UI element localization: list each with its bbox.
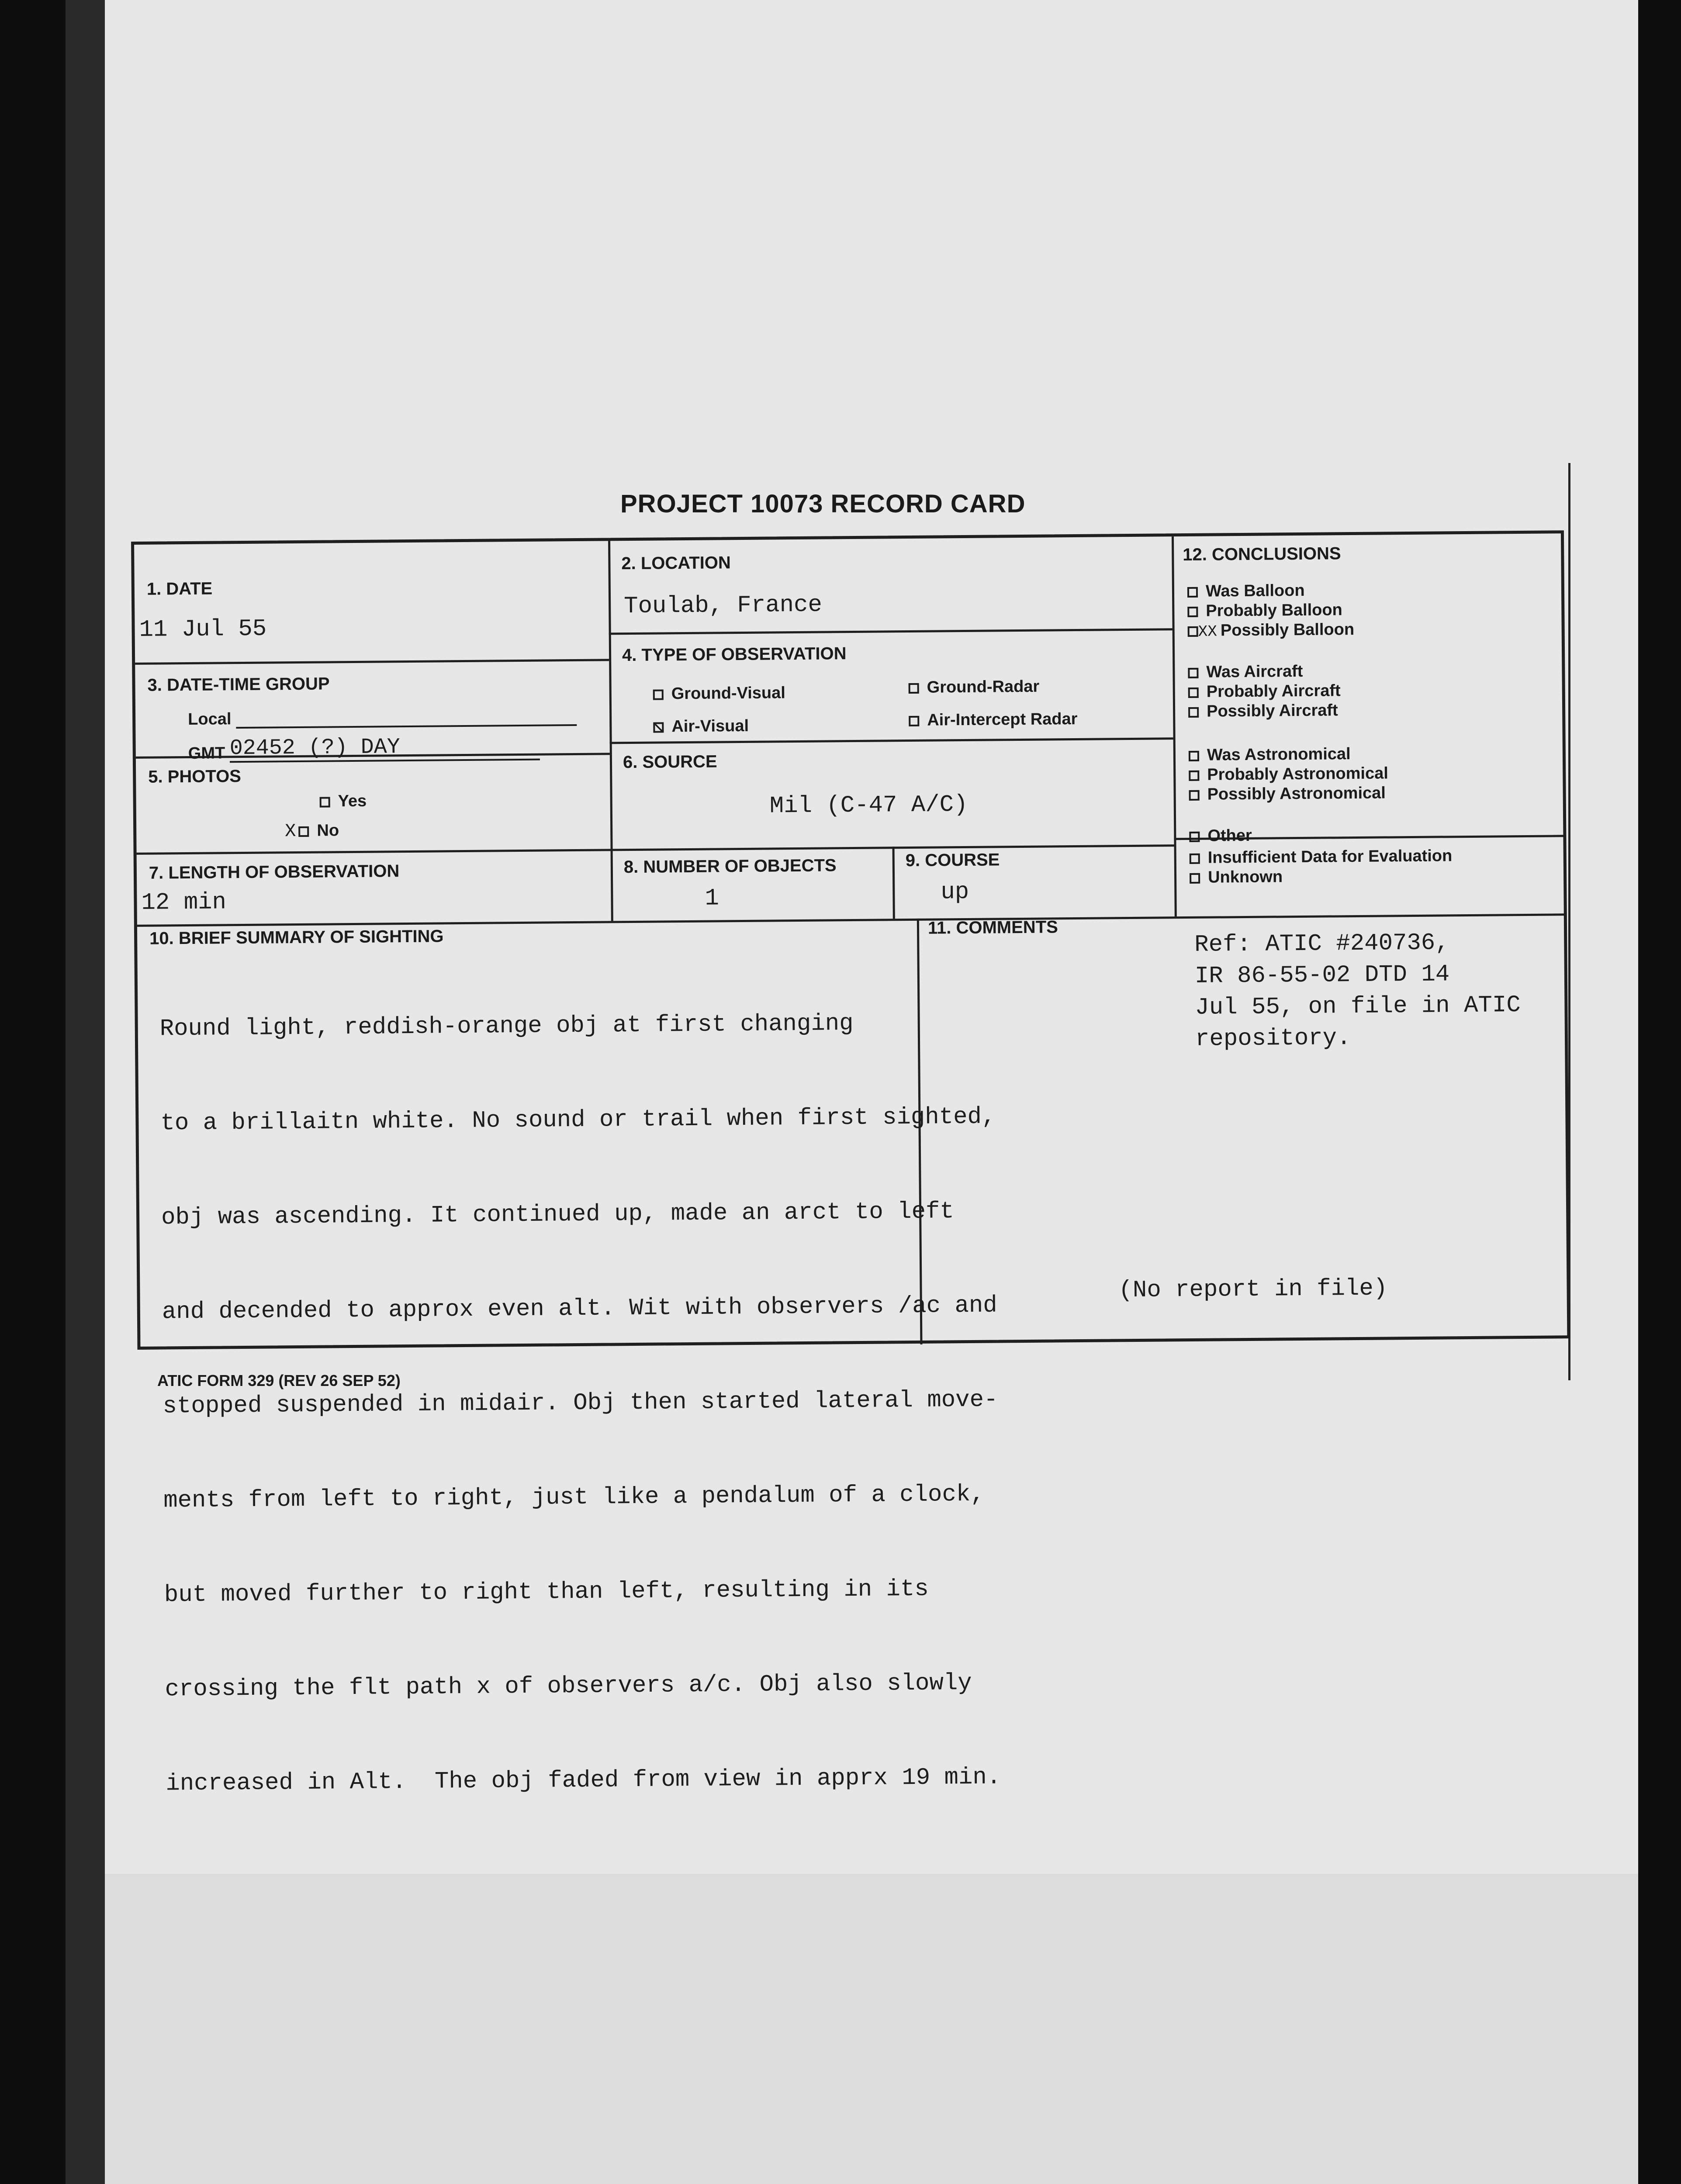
conclusion-other: Other <box>1189 826 1252 846</box>
objects-value: 1 <box>705 885 719 912</box>
conclusion-possibly-balloon: XX Possibly Balloon <box>1188 620 1355 641</box>
dtg-local-row <box>188 707 577 729</box>
checkbox-air-intercept-radar <box>909 716 919 726</box>
comment-line: IR 86-55-02 DTD 14 <box>1194 961 1450 990</box>
course-label: 9. COURSE <box>905 850 1000 871</box>
divider-location <box>609 628 1173 635</box>
conclusion-possibly-aircraft: Possibly Aircraft <box>1188 701 1338 721</box>
vline-1 <box>608 541 613 921</box>
summary-line: crossing the flt path x of observers a/c. Obj also slowly <box>165 1669 972 1703</box>
form-identifier: ATIC FORM 329 (REV 26 SEP 52) <box>157 1372 401 1389</box>
divider-row3 <box>137 844 1174 855</box>
checkbox-photos-yes <box>320 797 330 807</box>
location-value: Toulab, France <box>623 591 823 620</box>
conclusion-was-astronomical: Was Astronomical <box>1189 745 1351 765</box>
photos-label: 5. PHOTOS <box>148 767 242 787</box>
comment-line: Jul 55, on file in ATIC <box>1195 992 1521 1021</box>
summary-line: and decended to approx even alt. Wit with observers /ac and <box>162 1292 997 1326</box>
conclusion-was-aircraft: Was Aircraft <box>1188 662 1303 682</box>
course-value: up <box>941 878 969 906</box>
checkbox-photos-no <box>298 826 309 837</box>
checkbox-ground-visual <box>653 689 664 700</box>
checkbox-conclusion <box>1189 832 1200 842</box>
photos-yes: Yes <box>320 792 367 811</box>
divider-date <box>135 659 609 665</box>
checkbox-conclusion <box>1190 873 1200 884</box>
comment-line: Ref: ATIC #240736, <box>1194 930 1449 958</box>
checkbox-conclusion <box>1188 668 1198 678</box>
comment-line: repository. <box>1195 1025 1351 1053</box>
checkbox-ground-radar <box>909 683 919 694</box>
length-label: 7. LENGTH OF OBSERVATION <box>149 861 400 883</box>
type-air-intercept-radar: Air-Intercept Radar <box>909 710 1078 730</box>
dtg-label: 3. DATE-TIME GROUP <box>147 674 330 695</box>
page-lower-shade <box>66 1874 1638 2184</box>
type-ground-radar: Ground-Radar <box>909 677 1040 697</box>
checkbox-conclusion <box>1188 707 1199 718</box>
checkbox-conclusion <box>1189 751 1199 761</box>
page-left-shadow <box>66 0 105 2184</box>
summary-line: increased in Alt. The obj faded from view in apprx 19 min. <box>166 1764 1001 1797</box>
type-air-visual: Air-Visual <box>653 717 749 736</box>
checkbox-conclusion <box>1189 790 1200 801</box>
checkbox-conclusion <box>1188 688 1199 698</box>
summary-line: obj was ascending. It continued up, made an arct to left <box>161 1198 955 1231</box>
comments-note: (No report in file) <box>1118 1275 1388 1304</box>
dtg-local-value <box>236 724 577 729</box>
dtg-local-label: Local <box>188 710 232 729</box>
summary-line: but moved further to right than left, resulting in its <box>164 1576 929 1609</box>
photos-no: X No <box>285 821 339 842</box>
location-label: 2. LOCATION <box>621 553 731 574</box>
summary-line: ments from left to right, just like a pendalum of a clock, <box>163 1481 985 1514</box>
vline-2 <box>1172 536 1177 916</box>
summary-line: Round light, reddish-orange obj at first changing <box>159 1010 854 1043</box>
conclusion-insufficient-data: Insufficient Data for Evaluation <box>1190 847 1453 867</box>
comments-label: 11. COMMENTS <box>927 917 1058 938</box>
card-title: PROJECT 10073 RECORD CARD <box>620 490 1026 518</box>
conclusion-was-balloon: Was Balloon <box>1187 581 1305 601</box>
checkbox-conclusion <box>1190 854 1200 864</box>
possibly-balloon-mark: XX <box>1198 622 1218 641</box>
conclusion-probably-balloon: Probably Balloon <box>1187 601 1342 621</box>
checkbox-conclusion <box>1189 771 1199 781</box>
date-label: 1. DATE <box>146 579 213 599</box>
type-ground-visual: Ground-Visual <box>653 684 785 703</box>
source-label: 6. SOURCE <box>623 752 717 772</box>
conclusion-probably-astronomical: Probably Astronomical <box>1189 764 1388 784</box>
type-observation-label: 4. TYPE OF OBSERVATION <box>622 644 847 665</box>
source-value: Mil (C-47 A/C) <box>769 791 968 820</box>
conclusion-possibly-astronomical: Possibly Astronomical <box>1189 784 1386 804</box>
divider-row4 <box>137 913 1566 927</box>
conclusion-probably-aircraft: Probably Aircraft <box>1188 681 1341 702</box>
vline-course <box>892 847 895 919</box>
summary-line: to a brillaitn white. No sound or trail when first sighted, <box>160 1103 996 1137</box>
dtg-gmt-value: 02452 (?) DAY <box>230 734 540 763</box>
photos-no-mark: X <box>285 821 296 842</box>
dtg-gmt-row <box>188 734 540 763</box>
checkbox-conclusion <box>1187 607 1198 617</box>
summary-text <box>159 943 1127 1863</box>
divider-type <box>610 737 1173 744</box>
date-value: 11 Jul 55 <box>139 615 267 643</box>
conclusions-label: 12. CONCLUSIONS <box>1183 544 1341 565</box>
dtg-gmt-label: GMT <box>188 744 225 763</box>
summary-line: stopped suspended in midair. Obj then started lateral move- <box>163 1386 998 1420</box>
checkbox-air-visual <box>653 722 664 733</box>
length-value: 12 min <box>141 889 227 916</box>
conclusion-unknown: Unknown <box>1190 867 1283 887</box>
objects-label: 8. NUMBER OF OBJECTS <box>623 856 837 877</box>
checkbox-conclusion <box>1188 626 1198 637</box>
summary-label: 10. BRIEF SUMMARY OF SIGHTING <box>149 926 444 948</box>
checkbox-conclusion <box>1187 587 1198 598</box>
comments-text <box>1194 927 1521 1055</box>
